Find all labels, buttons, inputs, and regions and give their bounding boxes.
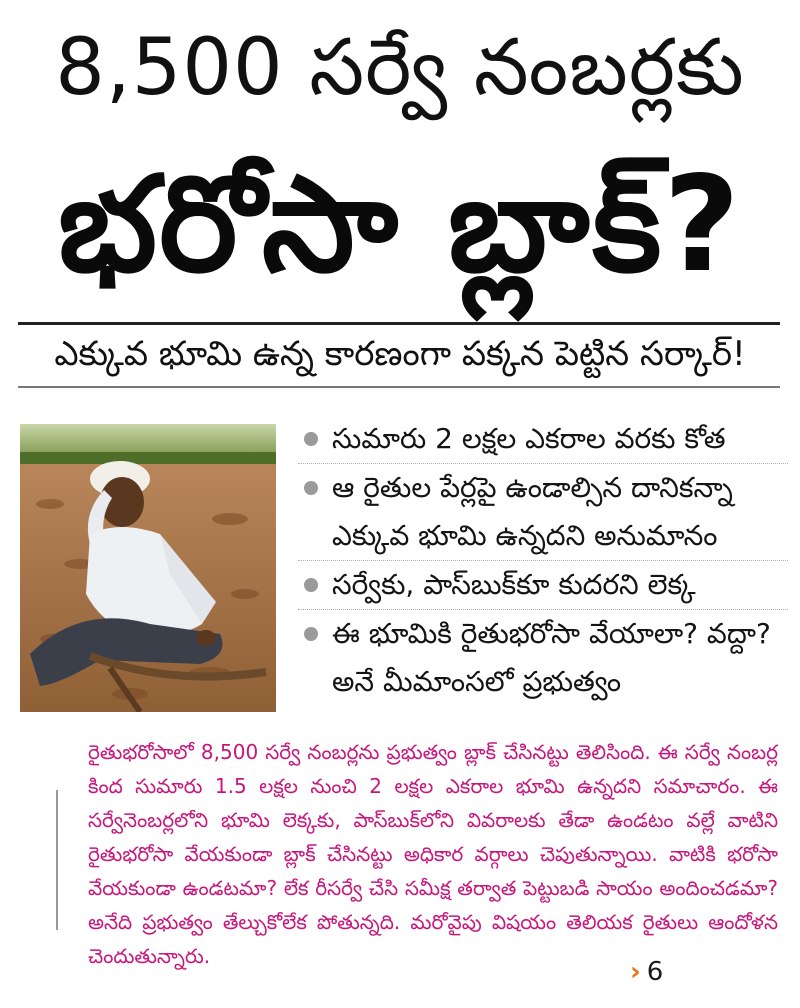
bullet-list — [298, 415, 788, 706]
bullet-item — [298, 415, 788, 464]
bullet-item — [298, 561, 788, 610]
farmer-photo — [20, 424, 276, 712]
headline-line1: 8,500 సర్వే నంబర్లకు — [55, 23, 745, 113]
bullet-item — [298, 610, 788, 706]
top-rule — [18, 322, 780, 325]
column-divider — [56, 790, 58, 930]
bullet-dot-icon — [304, 578, 318, 592]
continued-page-number: 6 — [646, 957, 664, 987]
headline-line2: భరోసా బ్లాక్? — [58, 148, 742, 302]
bullet-dot-icon — [304, 432, 318, 446]
chevron-right-icon: › — [630, 957, 641, 987]
bullet-dot-icon — [304, 627, 318, 641]
bullet-text: సుమారు 2 లక్షల ఎకరాల వరకు కోత — [332, 422, 726, 455]
bullet-text: సర్వేకు, పాస్‌బుక్‌కూ కుదరని లెక్క — [332, 568, 696, 601]
bullet-text: ఈ భూమికి రైతుభరోసా వేయాలా? వద్దా? అనే మీమాంసలో ప్రభుత్వం — [332, 617, 771, 698]
bullet-dot-icon — [304, 481, 318, 495]
bullet-text: ఆ రైతుల పేర్లపై ఉండాల్సిన దానికన్నా ఎక్కువ భూమి ఉన్నదని అనుమానం — [332, 471, 733, 552]
subheadline: ఎక్కువ భూమి ఉన్న కారణంగా పక్కన పెట్టిన సర్కార్! — [54, 334, 746, 374]
article-body: రైతుభరోసాలో 8,500 సర్వే నంబర్లను ప్రభుత్వం బ్లాక్ చేసినట్టు తెలిసింది. ఈ సర్వే నంబర్ల కింద సుమారు 1.5 లక్షల నుంచి 2 లక్షల ఎకరాల భూమి ఉన్నదని సమాచారం. ఈ సర్వేనెంబర్లలోని భూమి లెక్కకు, పాస్‌బుక్‌లోని వివరాలకు తేడా ఉండటం వల్లే వాటిని రైతుభరోసా వేయకుండా బ్లాక్ చేసినట్టు అధికార వర్గాలు చెపుతున్నాయి. వాటికి భరోసా వేయకుండా ఉండటమా? లేక రీసర్వే చేసి సమీక్ష తర్వాత పెట్టుబడి సాయం అందించడమా? అనేది ప్రభుత్వం తేల్చుకోలేక పోతున్నది. మరోవైపు విషయం తెలియక రైతులు ఆందోళన చెందుతున్నారు. — [88, 740, 778, 968]
bottom-rule — [18, 386, 780, 388]
continued-on-page[interactable] — [630, 955, 663, 989]
bullet-item — [298, 464, 788, 561]
